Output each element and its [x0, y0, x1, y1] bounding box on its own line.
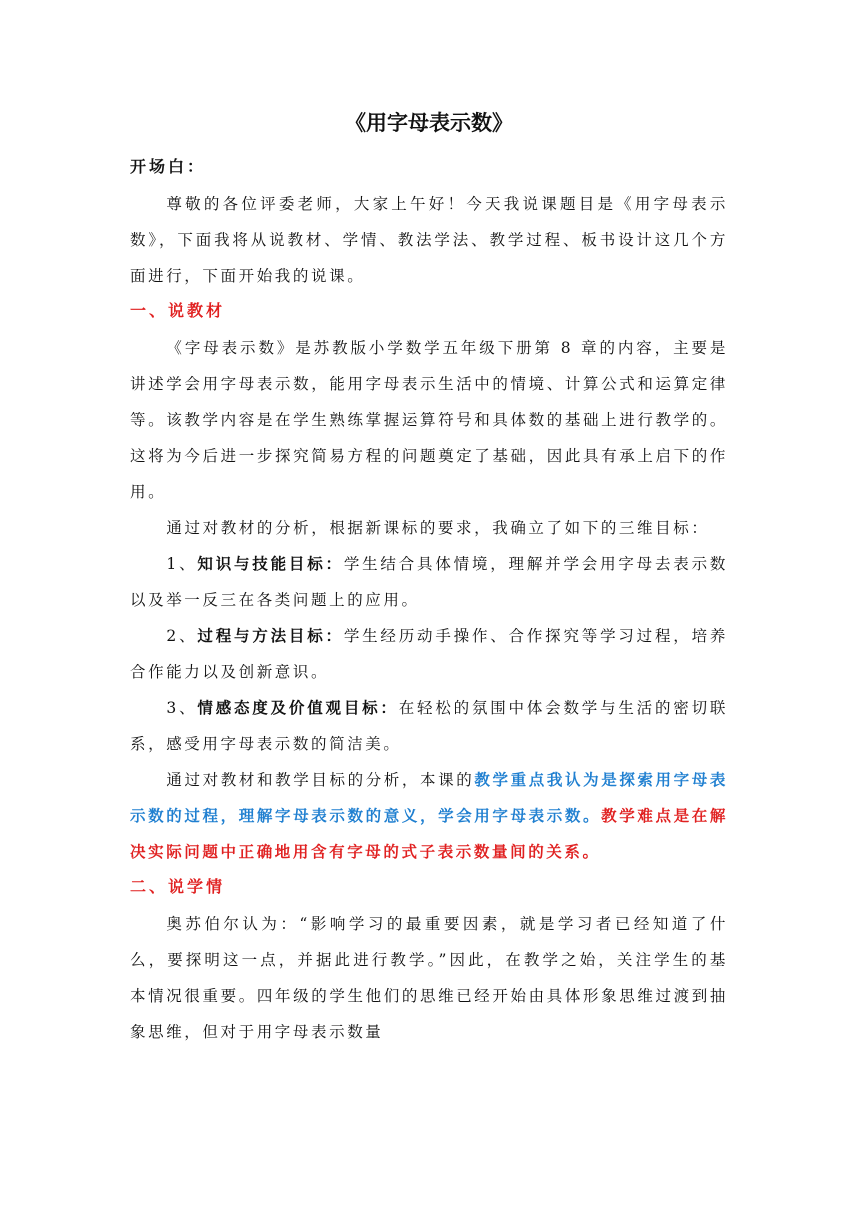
teaching-key-point: 教学重点我认为是探索用字母表示数的过程，理解字母表示数的意义，学会用字母表示数。 — [130, 771, 728, 825]
goal-item-process — [130, 618, 728, 690]
goals-intro-paragraph: 通过对教材的分析，根据新课标的要求，我确立了如下的三维目标： — [166, 519, 710, 537]
goal-number: 3、 — [166, 699, 198, 717]
goal-text: 学生结合具体情境，理解并学会用字母去表示数以及举一反三在各类问题上的应用。 — [130, 555, 728, 609]
document-title: 《用字母表示数》 — [345, 111, 513, 135]
goal-label: 情感态度及价值观目标： — [197, 699, 399, 717]
goal-item-knowledge — [130, 546, 728, 618]
goal-label: 知识与技能目标： — [197, 555, 344, 573]
section-heading-students: 二、说学情 — [130, 877, 226, 896]
goal-text: 学生经历动手操作、合作探究等学习过程，培养合作能力以及创新意识。 — [130, 627, 728, 681]
goal-label: 过程与方法目标： — [197, 627, 344, 645]
goal-number: 1、 — [166, 555, 198, 573]
students-paragraph: 奥苏伯尔认为：“影响学习的最重要因素，就是学习者已经知道了什么，要探明这一点，并据此进行教学。”因此，在教学之始，关注学生的基本情况很重要。四年级的学生他们的思维已经开始由具体形象思维过渡到抽象思维，但对于用字母表示数量 — [130, 915, 728, 1041]
textbook-paragraph: 《字母表示数》是苏教版小学数学五年级下册第 8 章的内容，主要是讲述学会用字母表示数，能用字母表示生活中的情境、计算公式和运算定律等。该教学内容是在学生熟练掌握运算符号和具体数的基础上进行教学的。这将为今后进一步探究简易方程的问题奠定了基础，因此具有承上启下的作用。 — [130, 339, 728, 501]
opening-paragraph: 尊敬的各位评委老师，大家上午好！今天我说课题目是《用字母表示数》，下面我将从说教材、学情、教法学法、教学过程、板书设计这几个方面进行，下面开始我的说课。 — [130, 195, 728, 285]
section-heading-textbook: 一、说教材 — [130, 301, 226, 320]
opening-heading: 开场白： — [130, 157, 207, 176]
focus-intro: 通过对教材和教学目标的分析，本课的 — [166, 771, 475, 789]
goal-number: 2、 — [166, 627, 198, 645]
goal-text: 在轻松的氛围中体会数学与生活的密切联系，感受用字母表示数的简洁美。 — [130, 699, 728, 753]
teaching-difficulty: 教学难点是在解决实际问题中正确地用含有字母的式子表示数量间的关系。 — [130, 807, 729, 861]
goal-item-emotion — [130, 690, 728, 762]
focus-paragraph — [130, 762, 728, 870]
document-body — [130, 108, 728, 1050]
